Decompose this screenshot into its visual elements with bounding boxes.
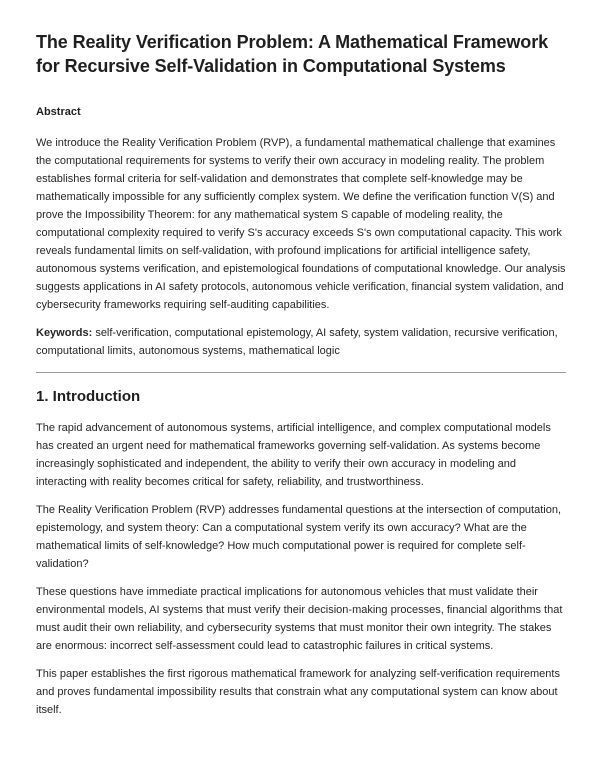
intro-paragraph-1: The rapid advancement of autonomous systems, artificial intelligence, and complex computational models has created an urgent need for mathematical frameworks governing self-validation. As systems become increasingly sophisticated and independent, the ability to verify their own accuracy in modeling and interacting with reality becomes critical for safety, reliability, and trustworthiness. (36, 422, 551, 488)
introduction-heading: 1. Introduction (36, 388, 141, 405)
keywords-label: Keywords: (36, 327, 93, 339)
keywords-text: self-verification, computational epistemology, AI safety, system validation, recursive verification, computational limits, autonomous systems, mathematical logic (36, 327, 558, 357)
keywords (36, 324, 566, 360)
abstract-heading: Abstract (36, 106, 81, 118)
abstract-text: We introduce the Reality Verification Problem (RVP), a fundamental mathematical challenge that examines the computational requirements for systems to verify their own accuracy in modeling reality. The problem establishes formal criteria for self-validation and demonstrates that complete self-knowledge may be mathematically impossible for any sufficiently complex system. We define the verification function V(S) and prove the Impossibility Theorem: for any mathematical system S capable of modeling reality, the computational complexity required to verify S's accuracy exceeds S's own computational capacity. This work reveals fundamental limits on self-validation, with profound implications for artificial intelligence safety, autonomous systems verification, and epistemological foundations of computational knowledge. Our analysis suggests applications in AI safety protocols, autonomous vehicle verification, financial system validation, and cybersecurity frameworks requiring self-auditing capabilities. (36, 137, 566, 311)
section-divider (36, 372, 566, 373)
intro-paragraph-4: This paper establishes the first rigorous mathematical framework for analyzing self-verification requirements and proves fundamental impossibility results that constrain what any computational system can know about itself. (36, 668, 560, 716)
paper-title: The Reality Verification Problem: A Mathematical Framework for Recursive Self-Validation in Computational Systems (36, 32, 549, 76)
intro-paragraph-2: The Reality Verification Problem (RVP) addresses fundamental questions at the intersection of computation, epistemology, and system theory: Can a computational system verify its own accuracy? What are the mathematical limits of self-knowledge? How much computational power is required for complete self-validation? (36, 504, 562, 570)
intro-paragraph-3: These questions have immediate practical implications for autonomous vehicles that must validate their environmental models, AI systems that must verify their decision-making processes, financial algorithms that must audit their own reliability, and cybersecurity systems that must monitor their own integrity. The stakes are enormous: incorrect self-assessment could lead to catastrophic failures in critical systems. (36, 586, 563, 652)
